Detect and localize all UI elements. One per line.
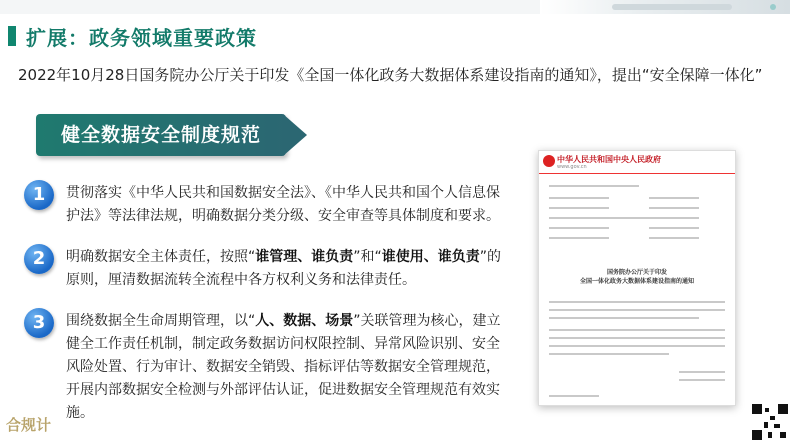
- title-marker: [8, 26, 16, 46]
- number-badge-1: 1: [24, 180, 54, 210]
- highlight-text: 谁使用、谁负责: [381, 249, 480, 265]
- document-line: [679, 379, 725, 381]
- brand-logo: 合规计: [6, 416, 52, 434]
- page-title: 扩展：政务领域重要政策: [26, 26, 257, 50]
- document-line: [549, 237, 609, 239]
- document-line: [549, 329, 725, 331]
- qr-code-icon: [752, 404, 788, 440]
- section-banner-label: 健全数据安全制度规范: [60, 124, 261, 146]
- top-bar: [0, 0, 790, 14]
- document-header: [539, 151, 735, 174]
- document-line: [549, 301, 725, 303]
- number-badge-2: 2: [24, 244, 54, 274]
- section-banner: [36, 114, 286, 156]
- list-item-text-2: [66, 246, 506, 292]
- text-segment: 围绕数据全生命周期管理，以“: [66, 313, 256, 329]
- document-line: [679, 371, 725, 373]
- document-line: [549, 317, 699, 319]
- document-title-line-1: 国务院办公厅关于印发: [606, 269, 667, 276]
- document-line: [549, 207, 609, 209]
- number-badge-3: 3: [24, 308, 54, 338]
- document-line: [649, 227, 699, 229]
- document-line: [549, 395, 599, 397]
- document-line: [549, 185, 639, 187]
- document-line: [549, 227, 609, 229]
- document-line: [549, 345, 725, 347]
- page-subtitle: 2022年10月28日国务院办公厅关于印发《全国一体化政务大数据体系建设指南的通知》，提出“安全保障一体化”: [18, 66, 763, 84]
- document-line: [549, 309, 725, 311]
- text-segment: 明确数据安全主体责任，按照“: [66, 249, 256, 265]
- top-bar-dot: [770, 4, 776, 10]
- national-emblem-icon: [543, 155, 555, 167]
- document-url: www.gov.cn: [557, 164, 587, 170]
- document-line: [549, 197, 609, 199]
- document-screenshot: [538, 150, 736, 406]
- list-item-text-1: 贯彻落实《中华人民共和国数据安全法》、《中华人民共和国个人信息保护法》等法律法规，明确数据分类分级、安全审查等具体制度和要求。: [66, 185, 500, 224]
- document-line: [649, 197, 699, 199]
- document-gov-name: 中华人民共和国中央人民政府: [557, 155, 661, 164]
- list-item-text-3: [66, 310, 506, 425]
- banner-arrow-icon: [283, 114, 307, 156]
- text-segment: ”和“: [353, 249, 382, 265]
- text-segment: ”关联管理为核心，建立健全工作责任机制，制定政务数据访问权限控制、异常风险识别、安全风险处置、行为审计、数据安全销毁、指标评估等数据安全管理规范，开展内部数据安全检测与外部评估认证，促进数据安全管理规范有效实施。: [66, 313, 501, 421]
- document-title-line-2: 全国一体化政务大数据体系建设指南的通知: [579, 278, 694, 285]
- text-segment: ”的原则，厘清数据流转全流程中各方权利义务和法律责任。: [66, 249, 502, 288]
- top-bar-pill: [612, 4, 732, 10]
- document-line: [649, 207, 699, 209]
- document-line: [649, 237, 699, 239]
- document-line: [549, 217, 699, 219]
- highlight-text: 谁管理、谁负责: [255, 249, 354, 265]
- document-line: [549, 337, 725, 339]
- document-line: [549, 353, 669, 355]
- highlight-text: 人、数据、场景: [255, 313, 354, 329]
